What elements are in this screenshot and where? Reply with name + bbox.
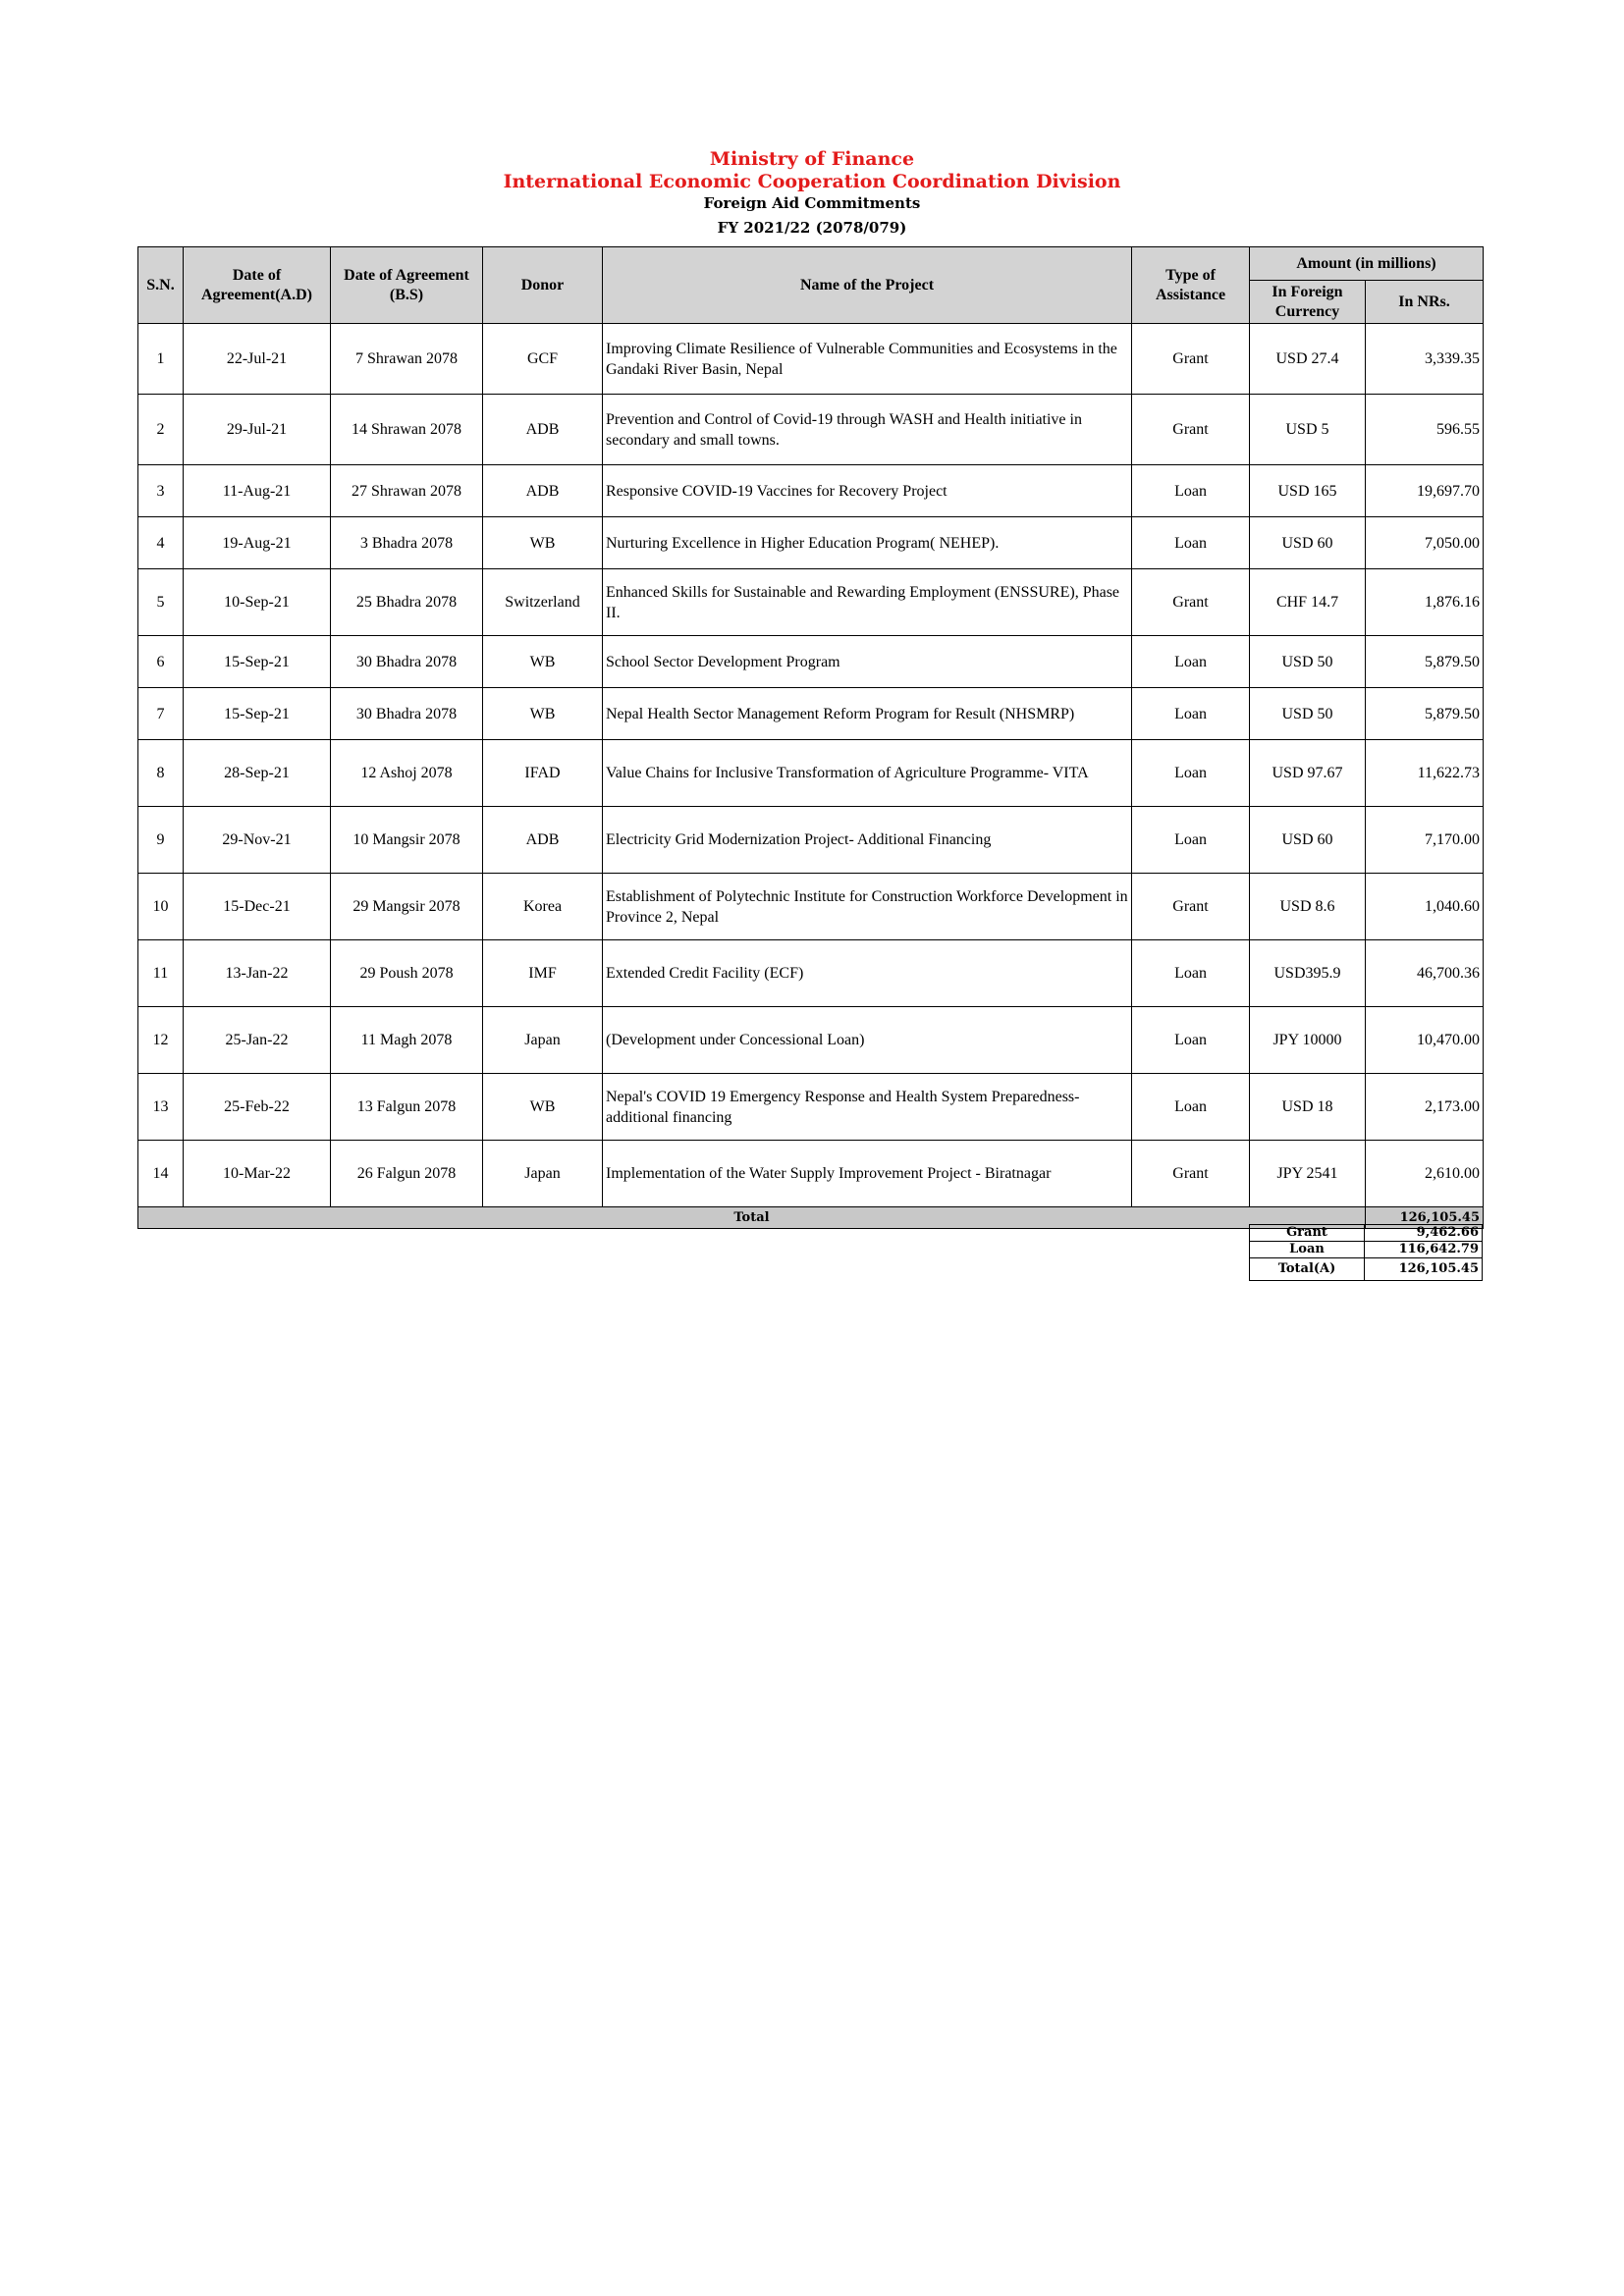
summary-total-value: 126,105.45 [1365, 1258, 1483, 1281]
cell-type: Grant [1132, 324, 1250, 395]
cell-donor: WB [483, 688, 603, 740]
cell-date-ad: 28-Sep-21 [184, 740, 331, 807]
summary-loan-row [1250, 1242, 1483, 1258]
cell-project: Nepal's COVID 19 Emergency Response and Health System Preparedness- additional financing [603, 1074, 1132, 1141]
summary-grant-label: Grant [1250, 1225, 1365, 1242]
table-row [138, 517, 1484, 569]
cell-foreign-currency: USD 60 [1250, 807, 1366, 874]
table-row [138, 395, 1484, 465]
table-row [138, 465, 1484, 517]
cell-sn: 10 [138, 874, 184, 940]
cell-foreign-currency: USD 50 [1250, 636, 1366, 688]
table-row [138, 807, 1484, 874]
cell-donor: Switzerland [483, 569, 603, 636]
cell-project: Establishment of Polytechnic Institute for Construction Workforce Development in Province 2, Nepal [603, 874, 1132, 940]
fiscal-year: FY 2021/22 (2078/079) [717, 219, 907, 237]
cell-type: Grant [1132, 874, 1250, 940]
cell-project: Nurturing Excellence in Higher Education Program( NEHEP). [603, 517, 1132, 569]
cell-project: Enhanced Skills for Sustainable and Rewarding Employment (ENSSURE), Phase II. [603, 569, 1132, 636]
summary-total-label: Total(A) [1250, 1258, 1365, 1281]
cell-sn: 8 [138, 740, 184, 807]
cell-sn: 11 [138, 940, 184, 1007]
header-date-ad: Date of Agreement(A.D) [184, 247, 331, 324]
cell-date-ad: 11-Aug-21 [184, 465, 331, 517]
cell-foreign-currency: USD 18 [1250, 1074, 1366, 1141]
cell-date-bs: 30 Bhadra 2078 [331, 636, 483, 688]
header-date-bs: Date of Agreement (B.S) [331, 247, 483, 324]
summary-loan-value: 116,642.79 [1365, 1242, 1483, 1258]
table-row [138, 940, 1484, 1007]
table-row [138, 324, 1484, 395]
table-row [138, 688, 1484, 740]
header-nrs: In NRs. [1366, 281, 1484, 324]
cell-foreign-currency: JPY 10000 [1250, 1007, 1366, 1074]
cell-date-ad: 10-Sep-21 [184, 569, 331, 636]
cell-donor: WB [483, 1074, 603, 1141]
cell-nrs: 1,876.16 [1366, 569, 1484, 636]
cell-date-bs: 13 Falgun 2078 [331, 1074, 483, 1141]
cell-nrs: 596.55 [1366, 395, 1484, 465]
cell-date-bs: 14 Shrawan 2078 [331, 395, 483, 465]
cell-date-bs: 10 Mangsir 2078 [331, 807, 483, 874]
cell-sn: 14 [138, 1141, 184, 1207]
document-subtitle: Foreign Aid Commitments [703, 194, 921, 212]
cell-nrs: 7,170.00 [1366, 807, 1484, 874]
cell-foreign-currency: USD 50 [1250, 688, 1366, 740]
cell-nrs: 2,610.00 [1366, 1141, 1484, 1207]
cell-date-ad: 15-Sep-21 [184, 688, 331, 740]
cell-sn: 3 [138, 465, 184, 517]
cell-donor: ADB [483, 465, 603, 517]
cell-date-bs: 30 Bhadra 2078 [331, 688, 483, 740]
cell-type: Loan [1132, 688, 1250, 740]
cell-donor: ADB [483, 807, 603, 874]
cell-foreign-currency: CHF 14.7 [1250, 569, 1366, 636]
cell-project: Implementation of the Water Supply Improvement Project - Biratnagar [603, 1141, 1132, 1207]
cell-nrs: 7,050.00 [1366, 517, 1484, 569]
header-donor: Donor [483, 247, 603, 324]
table-row [138, 1007, 1484, 1074]
commitments-table [137, 246, 1484, 1229]
cell-date-bs: 7 Shrawan 2078 [331, 324, 483, 395]
cell-date-ad: 22-Jul-21 [184, 324, 331, 395]
cell-date-ad: 29-Nov-21 [184, 807, 331, 874]
cell-sn: 4 [138, 517, 184, 569]
cell-sn: 7 [138, 688, 184, 740]
cell-project: Electricity Grid Modernization Project- Additional Financing [603, 807, 1132, 874]
cell-project: Value Chains for Inclusive Transformation of Agriculture Programme- VITA [603, 740, 1132, 807]
cell-type: Loan [1132, 740, 1250, 807]
cell-date-bs: 29 Mangsir 2078 [331, 874, 483, 940]
cell-date-ad: 10-Mar-22 [184, 1141, 331, 1207]
summary-total-row [1250, 1258, 1483, 1281]
cell-project: Extended Credit Facility (ECF) [603, 940, 1132, 1007]
cell-sn: 5 [138, 569, 184, 636]
cell-type: Grant [1132, 569, 1250, 636]
table-row [138, 1074, 1484, 1141]
cell-sn: 13 [138, 1074, 184, 1141]
cell-foreign-currency: USD395.9 [1250, 940, 1366, 1007]
total-label: Total [138, 1207, 1366, 1229]
division-title: International Economic Cooperation Coordination Division [503, 171, 1121, 192]
cell-type: Loan [1132, 1007, 1250, 1074]
cell-type: Loan [1132, 807, 1250, 874]
cell-nrs: 19,697.70 [1366, 465, 1484, 517]
cell-project: (Development under Concessional Loan) [603, 1007, 1132, 1074]
cell-type: Loan [1132, 1074, 1250, 1141]
cell-type: Loan [1132, 465, 1250, 517]
table-body [138, 324, 1484, 1207]
cell-date-bs: 25 Bhadra 2078 [331, 569, 483, 636]
total-value: 126,105.45 [1366, 1207, 1484, 1229]
cell-sn: 9 [138, 807, 184, 874]
cell-nrs: 11,622.73 [1366, 740, 1484, 807]
cell-donor: Japan [483, 1141, 603, 1207]
cell-nrs: 2,173.00 [1366, 1074, 1484, 1141]
summary-table [1249, 1224, 1483, 1281]
cell-nrs: 10,470.00 [1366, 1007, 1484, 1074]
header-foreign-currency: In Foreign Currency [1250, 281, 1366, 324]
cell-foreign-currency: USD 60 [1250, 517, 1366, 569]
header-project: Name of the Project [603, 247, 1132, 324]
cell-date-bs: 27 Shrawan 2078 [331, 465, 483, 517]
summary-grant-row [1250, 1225, 1483, 1242]
summary-loan-label: Loan [1250, 1242, 1365, 1258]
ministry-title: Ministry of Finance [709, 148, 915, 170]
cell-donor: WB [483, 517, 603, 569]
header-sn: S.N. [138, 247, 184, 324]
cell-foreign-currency: USD 97.67 [1250, 740, 1366, 807]
cell-date-ad: 15-Sep-21 [184, 636, 331, 688]
cell-project: Responsive COVID-19 Vaccines for Recovery Project [603, 465, 1132, 517]
cell-date-bs: 3 Bhadra 2078 [331, 517, 483, 569]
cell-foreign-currency: USD 27.4 [1250, 324, 1366, 395]
cell-date-ad: 19-Aug-21 [184, 517, 331, 569]
cell-nrs: 3,339.35 [1366, 324, 1484, 395]
cell-foreign-currency: USD 5 [1250, 395, 1366, 465]
cell-sn: 2 [138, 395, 184, 465]
table-row [138, 1141, 1484, 1207]
cell-type: Grant [1132, 395, 1250, 465]
cell-donor: ADB [483, 395, 603, 465]
cell-project: Prevention and Control of Covid-19 through WASH and Health initiative in secondary and small towns. [603, 395, 1132, 465]
table-row [138, 874, 1484, 940]
cell-date-bs: 12 Ashoj 2078 [331, 740, 483, 807]
cell-donor: Korea [483, 874, 603, 940]
cell-donor: Japan [483, 1007, 603, 1074]
header-amount: Amount (in millions) [1250, 247, 1484, 281]
cell-donor: WB [483, 636, 603, 688]
cell-type: Loan [1132, 636, 1250, 688]
table-row [138, 636, 1484, 688]
cell-nrs: 1,040.60 [1366, 874, 1484, 940]
cell-project: School Sector Development Program [603, 636, 1132, 688]
cell-foreign-currency: JPY 2541 [1250, 1141, 1366, 1207]
cell-project: Nepal Health Sector Management Reform Program for Result (NHSMRP) [603, 688, 1132, 740]
table-row [138, 740, 1484, 807]
cell-foreign-currency: USD 8.6 [1250, 874, 1366, 940]
cell-sn: 12 [138, 1007, 184, 1074]
cell-nrs: 46,700.36 [1366, 940, 1484, 1007]
cell-type: Grant [1132, 1141, 1250, 1207]
header-type: Type of Assistance [1132, 247, 1250, 324]
cell-date-ad: 13-Jan-22 [184, 940, 331, 1007]
cell-donor: IFAD [483, 740, 603, 807]
cell-type: Loan [1132, 940, 1250, 1007]
cell-date-ad: 29-Jul-21 [184, 395, 331, 465]
table-row [138, 569, 1484, 636]
cell-date-bs: 26 Falgun 2078 [331, 1141, 483, 1207]
cell-donor: GCF [483, 324, 603, 395]
cell-type: Loan [1132, 517, 1250, 569]
cell-donor: IMF [483, 940, 603, 1007]
cell-date-ad: 15-Dec-21 [184, 874, 331, 940]
cell-date-bs: 29 Poush 2078 [331, 940, 483, 1007]
cell-sn: 6 [138, 636, 184, 688]
cell-project: Improving Climate Resilience of Vulnerable Communities and Ecosystems in the Gandaki River Basin, Nepal [603, 324, 1132, 395]
cell-date-ad: 25-Feb-22 [184, 1074, 331, 1141]
cell-foreign-currency: USD 165 [1250, 465, 1366, 517]
cell-date-ad: 25-Jan-22 [184, 1007, 331, 1074]
cell-nrs: 5,879.50 [1366, 688, 1484, 740]
summary-grant-value: 9,462.66 [1365, 1225, 1483, 1242]
document-header [0, 147, 1624, 238]
cell-nrs: 5,879.50 [1366, 636, 1484, 688]
cell-date-bs: 11 Magh 2078 [331, 1007, 483, 1074]
cell-sn: 1 [138, 324, 184, 395]
